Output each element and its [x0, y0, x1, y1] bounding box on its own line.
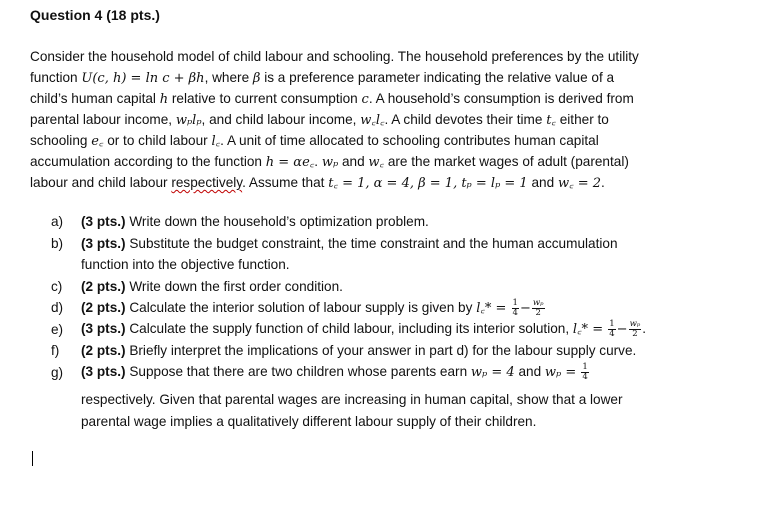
part-d — [51, 297, 751, 319]
spellcheck-word[interactable]: respectively — [171, 175, 243, 190]
part-label: g) — [51, 364, 64, 380]
intro-text: parental labour income, — [30, 112, 176, 127]
part-text: Write down the first order condition. — [125, 278, 343, 294]
wp-symbol: wₚ — [321, 155, 339, 170]
intro-text: relative to current consumption — [168, 91, 362, 106]
labour-supply-eq: l꜀* = — [572, 322, 608, 338]
intro-text: and — [527, 175, 558, 190]
question-parts-list — [51, 211, 751, 432]
part-text: Calculate the interior solution of labour supply is given by — [125, 299, 477, 315]
part-g-continued-2 — [51, 411, 751, 433]
part-text: Briefly interpret the implications of your answer in part d) for the labour supply curve. — [125, 343, 637, 359]
intro-text: . A child devotes their time — [384, 112, 547, 127]
intro-text: . Assume that — [242, 175, 329, 190]
intro-text: are the market wages of adult (parental) — [384, 154, 629, 169]
intro-text: , where — [204, 70, 253, 85]
intro-text: is a preference parameter indicating the relative value of a — [260, 70, 615, 85]
intro-text: accumulation according to the function — [30, 154, 266, 169]
fraction-denominator: 4 — [512, 307, 518, 318]
wage-eq-low: wₚ = — [544, 364, 581, 380]
part-body — [81, 363, 751, 382]
part-e — [51, 319, 751, 341]
part-points: (2 pts.) — [81, 278, 126, 294]
part-points: (2 pts.) — [81, 299, 126, 315]
fraction-wp-half — [532, 299, 545, 318]
part-text: Substitute the budget constraint, the time constraint and the human accumulation — [125, 235, 618, 251]
part-points: (3 pts.) — [81, 235, 126, 251]
part-label: f) — [51, 343, 60, 359]
h-symbol: h — [159, 92, 169, 107]
intro-text: Consider the household model of child labour and schooling. The household preferences by the utility — [30, 49, 639, 64]
intro-line-5 — [30, 130, 735, 151]
fraction-numerator: wₚ — [629, 319, 641, 330]
part-text: respectively. Given that parental wages are increasing in human capital, show that a lower — [81, 392, 623, 408]
part-g-continued — [51, 389, 751, 411]
part-points: (3 pts.) — [81, 363, 126, 379]
intro-text: labour and child labour — [30, 175, 172, 190]
c-symbol: c — [361, 92, 369, 107]
intro-line-7 — [30, 172, 735, 193]
text-cursor[interactable] — [32, 451, 33, 466]
part-text: function into the objective function. — [81, 257, 290, 273]
intro-text: schooling — [30, 133, 92, 148]
intro-line-4 — [30, 109, 735, 130]
part-body — [81, 236, 751, 251]
part-g — [51, 362, 751, 384]
fraction-one-quarter — [608, 320, 615, 339]
minus-sign: − — [519, 300, 531, 316]
question-title: Question 4 (18 pts.) — [30, 7, 160, 23]
part-text: Write down the household’s optimization problem. — [125, 214, 429, 230]
child-income-symbol: w꜀l꜀ — [360, 113, 385, 128]
question-intro-paragraph — [30, 46, 735, 193]
fraction-numerator: wₚ — [532, 297, 544, 308]
intro-text: . A household’s consumption is derived from — [368, 91, 634, 106]
intro-text: child’s human capital — [30, 91, 160, 106]
intro-text: . — [601, 175, 605, 190]
part-body — [81, 343, 751, 358]
intro-text: either to — [555, 112, 609, 127]
fraction-wp-half — [629, 320, 642, 339]
part-body — [81, 214, 751, 229]
part-label: c) — [51, 278, 63, 294]
fraction-numerator: 1 — [609, 319, 615, 330]
part-body — [81, 319, 751, 339]
labour-supply-eq: l꜀* = — [476, 300, 511, 316]
intro-line-3 — [30, 88, 735, 109]
fraction-one-quarter — [512, 299, 519, 318]
intro-text: and — [338, 154, 369, 169]
lc-symbol: l꜀ — [211, 134, 221, 149]
minus-sign: − — [616, 322, 628, 338]
part-a — [51, 211, 751, 233]
part-label: d) — [51, 300, 64, 316]
intro-text: , and child labour income, — [201, 112, 361, 127]
fraction-denominator: 4 — [582, 371, 588, 382]
part-points: (3 pts.) — [81, 214, 126, 230]
part-text: parental wage implies a qualitatively different labour supply of their children. — [81, 413, 537, 429]
fraction-numerator: 1 — [512, 297, 518, 308]
intro-text: . A unit of time allocated to schooling contributes human capital — [220, 133, 599, 148]
child-wage-eq: w꜀ = 2 — [557, 176, 601, 191]
fraction-denominator: 2 — [632, 329, 638, 340]
part-label: b) — [51, 235, 64, 251]
fraction-denominator: 4 — [609, 329, 615, 340]
assumptions-eq: t꜀ = 1, α = 4, β = 1, tₚ = lₚ = 1 — [328, 176, 528, 191]
part-text: Suppose that there are two children whose parents earn — [125, 363, 471, 379]
fraction-one-quarter — [581, 363, 588, 382]
part-points: (2 pts.) — [81, 343, 126, 359]
wc-symbol: w꜀ — [368, 155, 385, 170]
part-b — [51, 233, 751, 255]
parental-income-symbol: wₚlₚ — [175, 113, 202, 128]
beta-symbol: β — [252, 71, 261, 86]
tc-symbol: t꜀ — [546, 113, 556, 128]
intro-line-1 — [30, 46, 735, 67]
part-c — [51, 276, 751, 298]
intro-text: or to child labour — [103, 133, 212, 148]
intro-text: . — [314, 154, 322, 169]
part-text: Calculate the supply function of child labour, including its interior solution, — [125, 321, 573, 337]
intro-line-2 — [30, 67, 735, 88]
utility-function-eq: U(c, h) = ln c + βh — [81, 71, 205, 86]
part-text: and — [514, 363, 545, 379]
part-body — [81, 279, 751, 294]
intro-text: function — [30, 70, 82, 85]
intro-line-6 — [30, 151, 735, 172]
fraction-numerator: 1 — [582, 361, 588, 372]
part-text: . — [642, 321, 647, 337]
fraction-denominator: 2 — [535, 307, 541, 318]
part-f — [51, 340, 751, 362]
part-points: (3 pts.) — [81, 321, 126, 337]
ec-symbol: e꜀ — [91, 134, 104, 149]
human-capital-eq: h = αe꜀ — [265, 155, 315, 170]
part-label: a) — [51, 214, 64, 230]
wage-eq-high: wₚ = 4 — [470, 364, 515, 380]
part-body — [81, 298, 751, 318]
part-b-continued — [51, 254, 751, 276]
part-label: e) — [51, 321, 64, 337]
